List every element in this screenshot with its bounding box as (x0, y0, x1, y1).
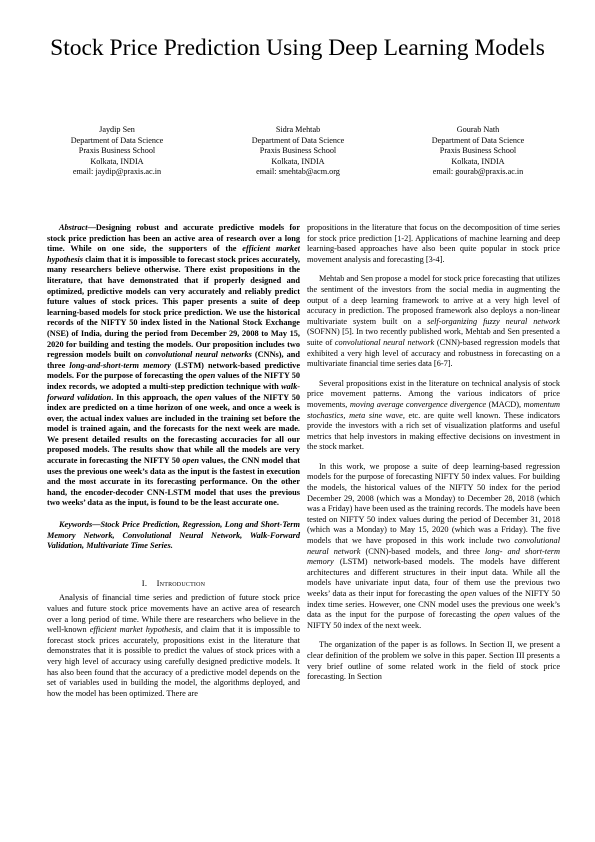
body-text: values of the NIFTY 50 index of the next week. (307, 610, 560, 630)
abstract-text: values of the NIFTY 50 index records, we adopted a multi-step prediction technique with (47, 371, 300, 391)
author-name: Jaydip Sen (99, 125, 135, 134)
author-email: email: gourab@praxis.ac.in (432, 167, 524, 177)
author-city: Kolkata, INDIA (90, 156, 144, 166)
keywords: Keywords—Stock Price Prediction, Regression, Long and Short-Term Memory Network, Convolutional Neural Network, Walk-Forward Validation, Multivariate Time Series. (47, 520, 300, 551)
body-emphasis: open (493, 610, 511, 620)
author-city: Kolkata, INDIA (271, 156, 325, 166)
body-paragraph (307, 379, 560, 453)
section-number: I. (141, 577, 148, 588)
author-school: Praxis Business School (439, 146, 517, 156)
body-emphasis: momentum stochastics, meta sine wave, (307, 399, 560, 420)
body-text: Mehtab and Sen propose a model for stock price forecasting that utilizes the sentiment of the investors from the social media in augmenting the output of a deep learning framework to arrive at a very high level of accuracy in prediction. The proposed framework also deploys a non-linear multivariate system built on a (307, 274, 560, 326)
abstract-emphasis: open (195, 392, 212, 402)
abstract-emphasis: long-and-short-term memory (69, 360, 171, 370)
author-department: Department of Data Science (70, 135, 164, 145)
body-text: (CNN)-based models, and three (360, 546, 485, 556)
author-name: Gourab Nath (456, 125, 500, 134)
author-city: Kolkata, INDIA (451, 156, 505, 166)
author-email: email: jaydip@praxis.ac.in (72, 167, 162, 177)
intro-paragraph (47, 593, 300, 699)
body-text: etc. are quite well known. These indicators provide the investors with a rich set of visualization platforms and useful metrics that help investors in making effective decisions on investment in the stock market. (307, 410, 560, 452)
body-emphasis: long- and short-term memory (307, 546, 561, 567)
section-title: Introduction (156, 577, 206, 588)
abstract-text: values, the CNN model that uses the previous one week’s data as the input is the fastest in execution and the most accurate in its forecasting performance. On the other hand, the encoder-decoder CNN-LSTM model that uses the previous two weeks’ data as the input, is found to be the least accurate one. (47, 456, 301, 508)
body-text: (MACD), (486, 399, 524, 409)
body-paragraph: The organization of the paper is as follows. In Section II, we present a clear definition of the problem we solve in this paper. Section III presents a very brief outline of some related work in the field of stock price forecasting. In Section (307, 640, 560, 682)
right-column (307, 223, 560, 683)
abstract-text: values of the NIFTY 50 index are predicted on a time horizon of one week, and once a week is over, the actual index values are included in the training set before the model is trained again, and the forecasts for the next week are made. We present detailed results on the forecasting accuracies for all our proposed models. The results show that while all the models are very accurate in forecasting the NIFTY 50 (47, 392, 300, 466)
author-department: Department of Data Science (251, 135, 345, 145)
body-text: Several propositions exist in the literature on technical analysis of stock price movement patterns. Among the various indicators of price movements, (307, 378, 560, 409)
abstract-emphasis: open (182, 456, 199, 466)
body-paragraph (307, 274, 560, 369)
abstract-text: . In this approach, the (111, 392, 196, 402)
abstract-emphasis: walk-forward validation (47, 381, 300, 402)
section-heading (47, 578, 300, 589)
author-department: Department of Data Science (431, 135, 525, 145)
author-block (403, 125, 553, 178)
author-name: Sidra Mehtab (275, 125, 321, 134)
body-emphasis: moving average convergence divergence (349, 399, 487, 409)
body-paragraph: propositions in the literature that focus on the decomposition of time series for stock price prediction [1-2]. Applications of machine learning and deep learning-based approaches have also been quite popular in stock price movement analysis and forecasting [3-4]. (307, 223, 560, 264)
intro-text: , and claim that it is impossible to forecast stock prices accurately, propositions exist in the literature that demonstrates that it is possible to predict the values of stock prices with a very high level of accuracy using carefully designed predictive models. It has also been found that the accuracy of a predictive model depends on the set of variables used in building the model, the algorithms deployed, and how the model has been optimized. There are (47, 625, 301, 698)
paper-title: Stock Price Prediction Using Deep Learning Models (50, 35, 545, 61)
body-emphasis: open (460, 589, 477, 598)
body-text: values of the NIFTY 50 index time series. However, one CNN model uses the previous one week’s data as the input for the purpose of forecasting the (307, 589, 560, 620)
abstract-lead: Abstract (59, 223, 88, 232)
abstract-text: —Designing robust and accurate predictive models for stock price prediction has been an active area of research over a long time. While on one side, the supporters of the (47, 223, 300, 254)
author-email: email: smehtab@acm.org (256, 167, 340, 177)
body-emphasis: convolutional neural network (307, 536, 560, 556)
abstract-emphasis: efficient market hypothesis (47, 244, 300, 264)
body-emphasis: convolutional neural network (334, 337, 435, 347)
intro-emphasis: efficient market hypothesis (89, 625, 181, 635)
body-text: (LSTM) network-based models. The models have different architectures and different structures in their input data. While all the models have univariate input data, four of them use the previous two weeks’ data as their input for forecasting the (307, 557, 560, 598)
author-school: Praxis Business School (78, 146, 156, 156)
body-text: (SOFNN) [5]. In two recently published work, Mehtab and Sen presented a suite of (307, 327, 560, 347)
intro-text: Analysis of financial time series and prediction of future stock price values and future stock price movements have an active area of research over a long period of time. While there are researchers who believe in the well-known (47, 593, 300, 635)
author-block (223, 125, 373, 178)
body-emphasis: self-organizing fuzzy neural network (427, 316, 560, 326)
abstract-emphasis: convolutional neural networks (145, 350, 252, 360)
abstract (47, 223, 300, 509)
abstract-text: claim that it is impossible to forecast stock prices accurately, many researchers believe otherwise. There exist propositions in the literature, that have demonstrated that if properly designed and optimized, predictive models can very accurately and reliably predict future values of stock prices. This paper presents a suite of deep learning-based models for stock price prediction. We use the historical records of the NIFTY 50 index listed in the National Stock Exchange (NSE) of India, during the period from December 29, 2008 to May 15, 2020 for building and testing the models. Our proposition includes two regression models built on (47, 254, 300, 360)
left-column (47, 223, 300, 699)
body-paragraph (307, 462, 560, 632)
abstract-text: (CNNs), and three (47, 350, 300, 370)
abstract-emphasis: open (198, 371, 216, 381)
abstract-text: (LSTM) network-based predictive models. For the purpose of forecasting the (47, 360, 300, 381)
body-text: (CNN)-based regression models that exhibited a very high level of accuracy and robustness in forecasting on a multivariate financial time series data [6-7]. (307, 337, 560, 369)
author-school: Praxis Business School (259, 146, 337, 156)
author-block (42, 125, 192, 178)
body-text: In this work, we propose a suite of deep learning-based regression models for the purpose of forecasting NIFTY 50 index values. For building the models, the historical values of the NIFTY 50 index for the period December 29, 2008 (which was a Monday) to December 28, 2018 (which was a Friday) have been used as the training records. The models have been tested on NIFTY 50 index values during the period of December 31, 2018 (which was a Monday) to May 15, 2020 (which was a Friday). The five models that we have proposed in this work include two (307, 461, 560, 546)
